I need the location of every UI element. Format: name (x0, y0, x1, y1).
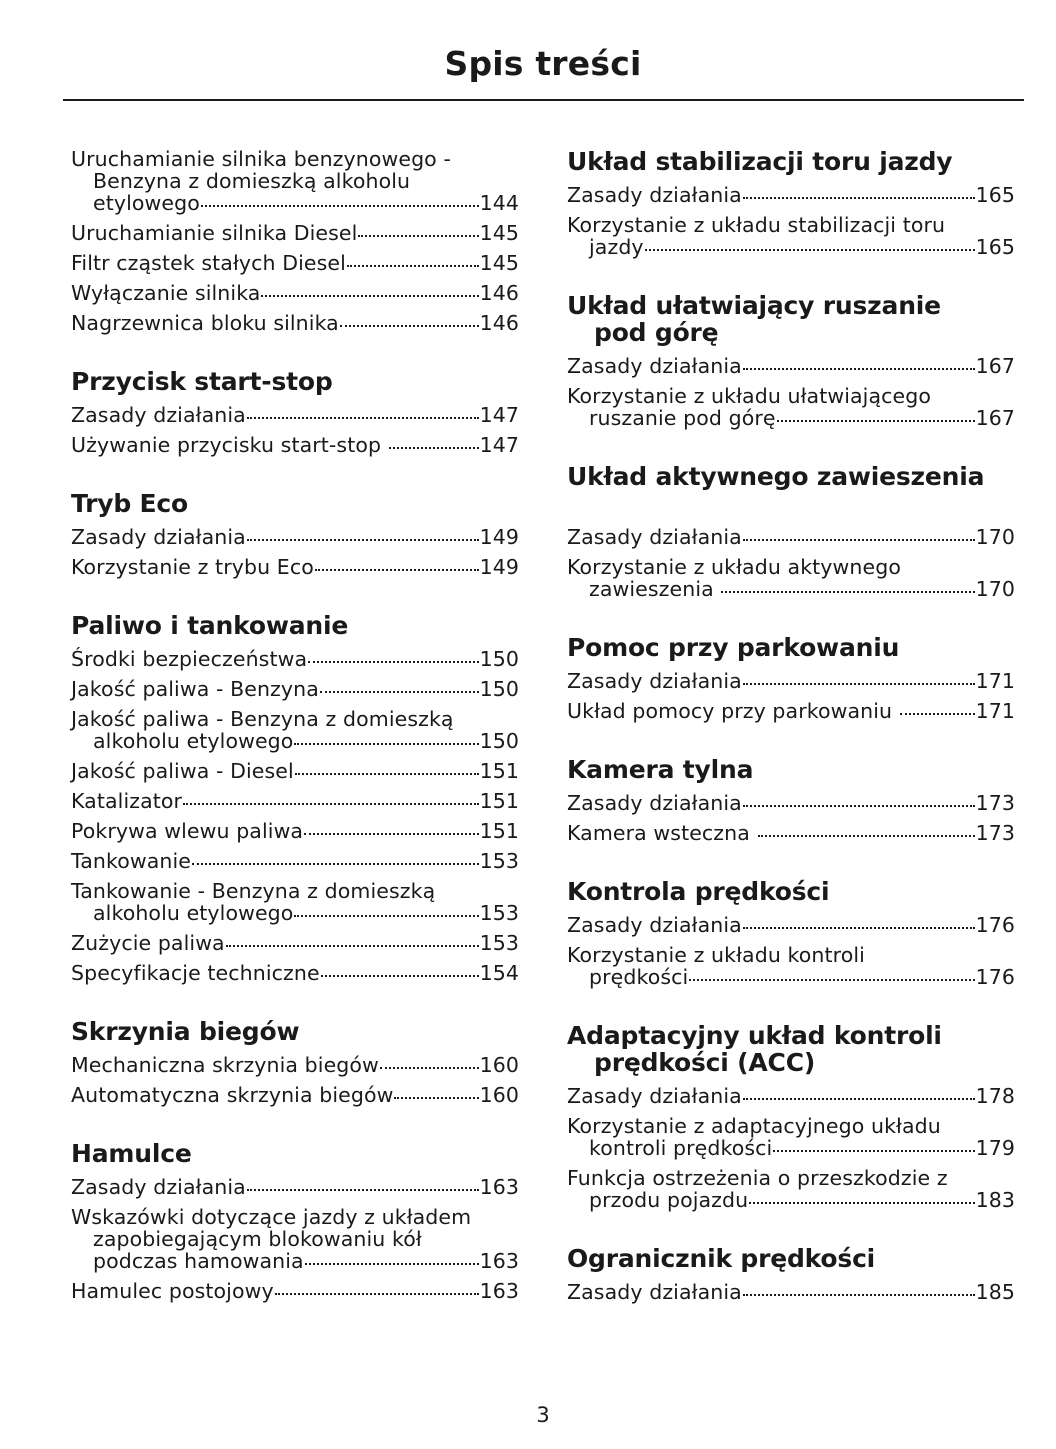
toc-page-number: 165 (975, 235, 1015, 259)
section-heading[interactable] (567, 292, 1015, 346)
toc-entry-text: jazdy (589, 235, 644, 259)
toc-entry[interactable] (71, 790, 519, 812)
toc-entry[interactable] (71, 932, 519, 954)
section-heading[interactable] (567, 1022, 1015, 1076)
toc-entry[interactable] (71, 252, 519, 274)
toc-entry-text: Hamulec postojowy (71, 1279, 274, 1303)
toc-entry-text: Zasady działania (71, 525, 246, 549)
toc-entry-text: zawieszenia (589, 577, 721, 601)
toc-section (71, 368, 519, 456)
section-heading[interactable] (567, 756, 1015, 783)
dot-leader (183, 803, 478, 805)
toc-entry-text: Zasady działania (71, 1175, 246, 1199)
toc-page-number: 167 (975, 406, 1015, 430)
toc-entry-text: Zasady działania (567, 669, 742, 693)
toc-page-number: 163 (479, 1175, 519, 1199)
toc-entry[interactable] (567, 944, 1015, 988)
dot-leader (201, 205, 479, 207)
toc-entry-text: Zasady działania (567, 183, 742, 207)
toc-entry[interactable] (567, 526, 1015, 548)
dot-leader (261, 295, 478, 297)
section-heading-text: Kontrola prędkości (567, 877, 830, 906)
toc-entry[interactable] (71, 678, 519, 700)
toc-page-number: 176 (975, 965, 1015, 989)
toc-entry-text: etylowego (93, 191, 200, 215)
toc-entry-text: Zasady działania (567, 1280, 742, 1304)
toc-page-number: 163 (479, 1249, 519, 1273)
toc-entry-text: Zasady działania (567, 525, 742, 549)
toc-entry-text: Jakość paliwa - Benzyna (71, 677, 319, 701)
toc-page-number: 167 (975, 354, 1015, 378)
page-number: 3 (536, 1403, 550, 1427)
toc-entry-text: Korzystanie z adaptacyjnego układu (567, 1114, 941, 1138)
toc-section (71, 490, 519, 578)
toc-entry[interactable] (567, 1281, 1015, 1303)
toc-entry-text: Filtr cząstek stałych Diesel (71, 251, 346, 275)
dot-leader (320, 691, 479, 693)
toc-entry-text: Tankowanie (71, 849, 191, 873)
toc-entry-text: Jakość paliwa - Diesel (71, 759, 294, 783)
toc-section (567, 756, 1015, 844)
toc-entry[interactable] (71, 820, 519, 842)
toc-page-number: 149 (479, 525, 519, 549)
dot-leader (226, 945, 479, 947)
toc-page-number: 149 (479, 555, 519, 579)
dot-leader (347, 265, 479, 267)
toc-section (567, 292, 1015, 429)
dot-leader (295, 773, 479, 775)
dot-leader (743, 1294, 975, 1296)
toc-entry[interactable] (567, 914, 1015, 936)
toc-entry-text: Pokrywa wlewu paliwa (71, 819, 304, 843)
toc-page-number: 154 (479, 961, 519, 985)
toc-entry-text: Jakość paliwa - Benzyna z domieszką (71, 707, 454, 731)
dot-leader (294, 743, 478, 745)
section-heading-text: Ogranicznik prędkości (567, 1244, 876, 1273)
toc-page-number: 171 (975, 699, 1015, 723)
toc-entry-text: podczas hamowania (93, 1249, 304, 1273)
toc-entry-text: Uruchamianie silnika Diesel (71, 221, 358, 245)
toc-entry[interactable] (71, 282, 519, 304)
section-heading-text: pod górę (594, 318, 719, 347)
section-heading-text: Tryb Eco (71, 489, 189, 518)
section-heading-text: Kamera tylna (567, 755, 754, 784)
toc-entry-text: Zasady działania (567, 913, 742, 937)
dot-leader (773, 1150, 974, 1152)
dot-leader (305, 1263, 479, 1265)
toc-entry-text: Korzystanie z układu aktywnego (567, 555, 901, 579)
toc-page-number: 173 (975, 791, 1015, 815)
toc-section (567, 148, 1015, 258)
toc-page-number: 150 (479, 677, 519, 701)
toc-entry-text: Automatyczna skrzynia biegów (71, 1083, 394, 1107)
toc-page-number: 183 (975, 1188, 1015, 1212)
toc-entry[interactable] (71, 1206, 519, 1272)
toc-page-number: 160 (479, 1083, 519, 1107)
dot-leader (743, 805, 975, 807)
toc-entry-text: Zasady działania (567, 354, 742, 378)
toc-page-number: 160 (479, 1053, 519, 1077)
dot-leader (743, 683, 975, 685)
toc-right-column (567, 148, 1015, 1311)
toc-page-number: 153 (479, 931, 519, 955)
toc-page-number: 171 (975, 669, 1015, 693)
toc-entry[interactable] (567, 184, 1015, 206)
toc-entry[interactable] (567, 355, 1015, 377)
dot-leader (340, 325, 479, 327)
toc-page-number: 179 (975, 1136, 1015, 1160)
section-heading[interactable] (71, 1018, 519, 1045)
toc-entry[interactable] (567, 556, 1015, 600)
toc-page-number: 145 (479, 221, 519, 245)
toc-entry[interactable] (567, 700, 1015, 722)
toc-entry-text: Układ pomocy przy parkowaniu (567, 699, 899, 723)
section-heading-text: prędkości (ACC) (594, 1048, 816, 1077)
toc-entry-text: kontroli prędkości (589, 1136, 773, 1160)
dot-leader (749, 1202, 974, 1204)
toc-entry-text: Zasady działania (567, 1084, 742, 1108)
section-heading-text: Przycisk start-stop (71, 367, 333, 396)
toc-entry[interactable] (71, 1084, 519, 1106)
section-heading[interactable] (567, 1245, 1015, 1272)
toc-page-number: 145 (479, 251, 519, 275)
dot-leader (721, 591, 974, 593)
dot-leader (758, 835, 975, 837)
toc-entry-text: Katalizator (71, 789, 183, 813)
toc-page-number: 173 (975, 821, 1015, 845)
toc-entry[interactable] (71, 708, 519, 752)
dot-leader (247, 417, 479, 419)
toc-entry[interactable] (71, 404, 519, 426)
toc-entry[interactable] (71, 1054, 519, 1076)
dot-leader (645, 249, 975, 251)
section-heading[interactable] (71, 612, 519, 639)
toc-entry[interactable] (71, 312, 519, 334)
dot-leader (380, 1067, 479, 1069)
section-heading-text: Pomoc przy parkowaniu (567, 633, 900, 662)
toc-entry-text: Tankowanie - Benzyna z domieszką (71, 879, 436, 903)
toc-page-number: 147 (479, 403, 519, 427)
toc-entry[interactable] (71, 1176, 519, 1198)
section-heading-text: Adaptacyjny układ kontroli (567, 1021, 942, 1050)
toc-entry[interactable] (71, 434, 519, 456)
dot-leader (777, 420, 975, 422)
toc-page-number: 176 (975, 913, 1015, 937)
toc-entry[interactable] (567, 822, 1015, 844)
section-heading[interactable] (567, 463, 1015, 490)
section-heading[interactable] (71, 368, 519, 395)
dot-leader (315, 569, 479, 571)
toc-section (567, 634, 1015, 722)
toc-page-number: 151 (479, 789, 519, 813)
toc-page-number: 144 (479, 191, 519, 215)
toc-entry-text: zapobiegającym blokowaniu kół (93, 1227, 422, 1251)
toc-page-number: 170 (975, 577, 1015, 601)
toc-page-number: 165 (975, 183, 1015, 207)
toc-entry-text: Korzystanie z układu stabilizacji toru (567, 213, 946, 237)
toc-entry[interactable] (71, 850, 519, 872)
toc-entry-text: alkoholu etylowego (93, 901, 294, 925)
toc-entry-text: Korzystanie z układu ułatwiającego (567, 384, 931, 408)
dot-leader (321, 975, 479, 977)
dot-leader (743, 368, 975, 370)
toc-entry[interactable] (567, 214, 1015, 258)
section-heading[interactable] (567, 878, 1015, 905)
toc-page-number: 147 (479, 433, 519, 457)
section-heading-text: Układ stabilizacji toru jazdy (567, 147, 953, 176)
section-heading[interactable] (567, 148, 1015, 175)
toc-section (567, 463, 1015, 600)
toc-entry[interactable] (71, 526, 519, 548)
toc-page-number: 150 (479, 729, 519, 753)
toc-page-number: 163 (479, 1279, 519, 1303)
toc-page-number: 146 (479, 281, 519, 305)
toc-entry[interactable] (71, 962, 519, 984)
toc-entry[interactable] (71, 760, 519, 782)
toc-entry-text: Wyłączanie silnika (71, 281, 261, 305)
toc-entry-text: ruszanie pod górę (589, 406, 776, 430)
toc-entry-text: Benzyna z domieszką alkoholu (93, 169, 411, 193)
toc-section (71, 1140, 519, 1302)
toc-section (567, 1022, 1015, 1211)
toc-entry[interactable] (567, 1115, 1015, 1159)
toc-page-number: 151 (479, 819, 519, 843)
dot-leader (294, 915, 478, 917)
toc-entry[interactable] (71, 1280, 519, 1302)
toc-entry-text: Zasady działania (567, 791, 742, 815)
section-heading[interactable] (71, 1140, 519, 1167)
toc-section (71, 1018, 519, 1106)
toc-entry-text: Nagrzewnica bloku silnika (71, 311, 339, 335)
toc-entry[interactable] (567, 670, 1015, 692)
toc-entry-text: alkoholu etylowego (93, 729, 294, 753)
dot-leader (192, 863, 479, 865)
dot-leader (743, 197, 975, 199)
toc-entry[interactable] (71, 222, 519, 244)
toc-page-number: 151 (479, 759, 519, 783)
toc-entry[interactable] (567, 1167, 1015, 1211)
toc-page-number: 150 (479, 647, 519, 671)
toc-entry[interactable] (567, 1085, 1015, 1107)
section-heading-text: Układ ułatwiający ruszanie (567, 291, 941, 320)
dot-leader (275, 1293, 479, 1295)
toc-page-number: 170 (975, 525, 1015, 549)
toc-page-number: 153 (479, 849, 519, 873)
toc-page-number: 185 (975, 1280, 1015, 1304)
toc-entry[interactable] (71, 880, 519, 924)
toc-entry-text: Zasady działania (71, 403, 246, 427)
toc-entry-text: Zużycie paliwa (71, 931, 225, 955)
toc-section (71, 612, 519, 984)
dot-leader (358, 235, 478, 237)
toc-entry-text: Funkcja ostrzeżenia o przeszkodzie z (567, 1166, 948, 1190)
toc-entry-text: Środki bezpieczeństwa (71, 647, 308, 671)
toc-page-number: 146 (479, 311, 519, 335)
section-heading[interactable] (567, 634, 1015, 661)
toc-entry-text: Mechaniczna skrzynia biegów (71, 1053, 379, 1077)
toc-entry-text: Wskazówki dotyczące jazdy z układem (71, 1205, 472, 1229)
toc-page-number: 178 (975, 1084, 1015, 1108)
toc-page-number: 153 (479, 901, 519, 925)
toc-entry-text: Używanie przycisku start-stop (71, 433, 388, 457)
title-divider (63, 99, 1024, 101)
dot-leader (308, 661, 478, 663)
toc-entry-text: Korzystanie z trybu Eco (71, 555, 314, 579)
dot-leader (394, 1097, 478, 1099)
dot-leader (689, 979, 974, 981)
dot-leader (247, 1189, 479, 1191)
section-heading[interactable] (71, 490, 519, 517)
toc-entry-text: Kamera wsteczna (567, 821, 757, 845)
section-heading-text: Hamulce (71, 1139, 192, 1168)
toc-entry[interactable] (567, 792, 1015, 814)
toc-entry[interactable] (71, 648, 519, 670)
toc-entry[interactable] (71, 556, 519, 578)
dot-leader (900, 713, 975, 715)
toc-left-column (71, 148, 519, 1310)
toc-entry[interactable] (71, 148, 519, 214)
toc-section (567, 1245, 1015, 1303)
dot-leader (304, 833, 478, 835)
page-title: Spis treści (444, 44, 642, 83)
dot-leader (247, 539, 479, 541)
dot-leader (389, 447, 479, 449)
section-heading-text: Układ aktywnego zawieszenia (567, 462, 985, 491)
toc-entry-text: Specyfikacje techniczne (71, 961, 320, 985)
section-heading-text: Paliwo i tankowanie (71, 611, 349, 640)
dot-leader (743, 927, 975, 929)
toc-entry-text: Uruchamianie silnika benzynowego - (71, 147, 451, 171)
dot-leader (743, 539, 975, 541)
toc-entry[interactable] (567, 385, 1015, 429)
dot-leader (743, 1098, 975, 1100)
toc-entry-text: przodu pojazdu (589, 1188, 749, 1212)
section-heading-text: Skrzynia biegów (71, 1017, 300, 1046)
toc-entry-text: Korzystanie z układu kontroli (567, 943, 865, 967)
toc-section (567, 878, 1015, 988)
toc-entry-text: prędkości (589, 965, 689, 989)
